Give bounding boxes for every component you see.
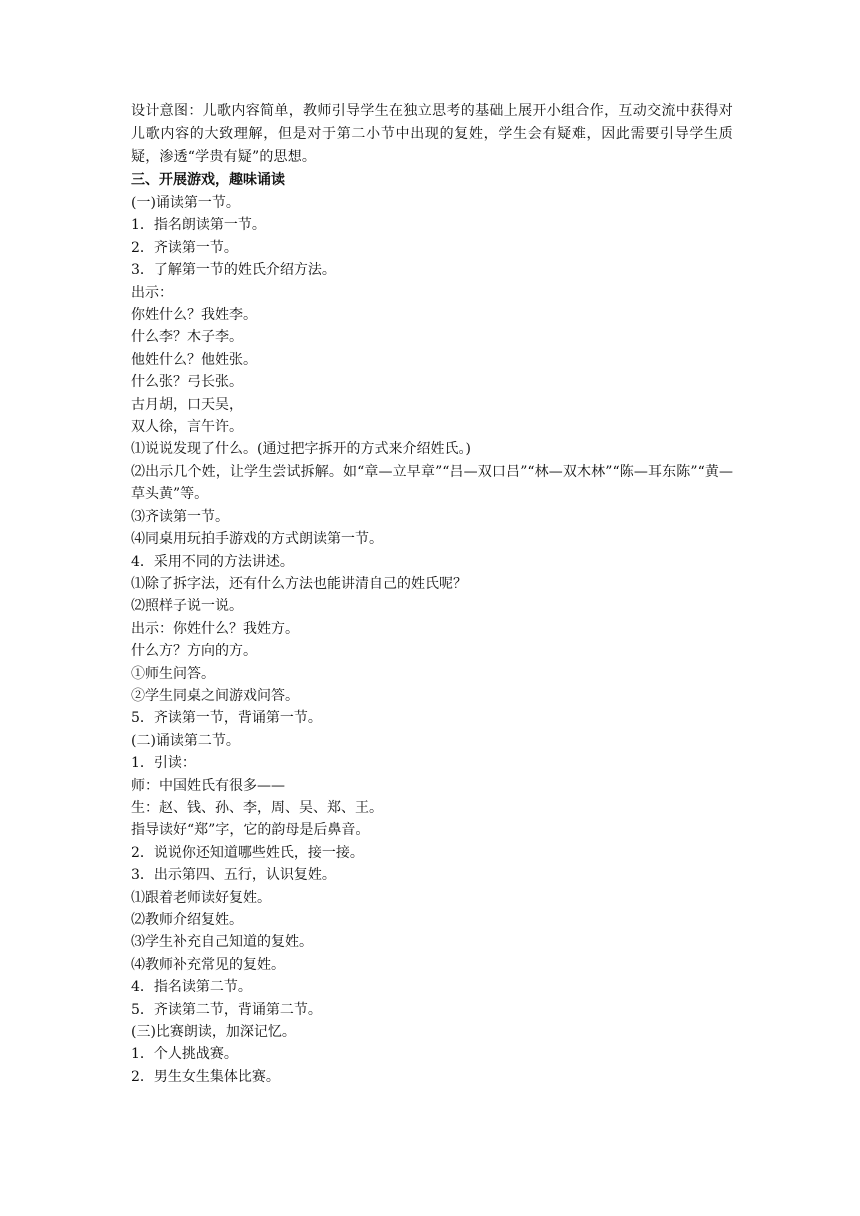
content-line: ⑷同桌用玩拍手游戏的方式朗读第一节。 (131, 531, 383, 548)
content-line: ⑷教师补充常见的复姓。 (131, 956, 285, 973)
content-line: 出示：你姓什么？我姓方。 (131, 620, 299, 637)
content-line: 4．指名读第二节。 (131, 979, 252, 996)
content-line: 4．采用不同的方法讲述。 (131, 553, 294, 570)
content-line: 古月胡，口天吴， (131, 396, 243, 413)
content-line: 5．齐读第二节，背诵第二节。 (131, 1001, 322, 1018)
document-page (131, 100, 733, 1088)
content-line: 什么方？方向的方。 (131, 643, 257, 660)
section-heading: 三、开展游戏，趣味诵读 (131, 172, 285, 188)
content-line: 1．指名朗读第一节。 (131, 217, 266, 234)
content-line: 生：赵、钱、孙、李，周、吴、郑、王。 (131, 799, 383, 816)
content-line: 什么张？弓长张。 (131, 374, 243, 391)
content-line: 指导读好“郑”字，它的韵母是后鼻音。 (131, 822, 370, 839)
content-line: 师：中国姓氏有很多—— (131, 777, 285, 794)
content-line: (一)诵读第一节。 (131, 195, 240, 211)
content-line: ⑵出示几个姓，让学生尝试拆解。如“章—立早章”“吕—双口吕”“林—双木林”“陈—耳东陈”“黄—草头黄”等。 (131, 463, 733, 503)
content-line: 2．说说你还知道哪些姓氏，接一接。 (131, 844, 364, 861)
content-line: 出示： (131, 284, 173, 301)
content-line: ⑴除了拆字法，还有什么方法也能讲清自己的姓氏呢？ (131, 575, 467, 592)
content-line: 1．个人挑战赛。 (131, 1046, 238, 1063)
content-line: ⑶学生补充自己知道的复姓。 (131, 934, 313, 951)
content-line: 什么李？木子李。 (131, 329, 243, 346)
content-line: ⑴跟着老师读好复姓。 (131, 889, 271, 906)
content-line: ⑴说说发现了什么。(通过把字拆开的方式来介绍姓氏。) (131, 441, 471, 458)
content-line: 3．了解第一节的姓氏介绍方法。 (131, 262, 336, 279)
content-line: ⑵照样子说一说。 (131, 598, 243, 615)
content-line: 1．引读： (131, 755, 196, 772)
content-lines (131, 192, 733, 1088)
content-line: ⑵教师介绍复姓。 (131, 912, 243, 928)
content-line: 你姓什么？我姓李。 (131, 307, 257, 324)
content-line: ①师生问答。 (131, 665, 215, 682)
content-line: 双人徐，言午许。 (131, 419, 243, 436)
content-line: 2．男生女生集体比赛。 (131, 1068, 280, 1085)
content-line: 2．齐读第一节。 (131, 239, 238, 256)
design-intent-paragraph: 设计意图：儿歌内容简单，教师引导学生在独立思考的基础上展开小组合作，互动交流中获得对儿歌内容的大致理解，但是对于第二小节中出现的复姓，学生会有疑难，因此需要引导学生质疑，渗透“学贵有疑”的思想。 (131, 103, 733, 165)
content-line: ⑶齐读第一节。 (131, 508, 229, 525)
content-line: 5．齐读第一节，背诵第一节。 (131, 710, 322, 727)
content-line: (三)比赛朗读，加深记忆。 (131, 1024, 296, 1041)
content-line: 3．出示第四、五行，认识复姓。 (131, 867, 336, 884)
content-line: ②学生同桌之间游戏问答。 (131, 687, 299, 704)
content-line: 他姓什么？他姓张。 (131, 351, 257, 368)
content-line: (二)诵读第二节。 (131, 732, 240, 749)
